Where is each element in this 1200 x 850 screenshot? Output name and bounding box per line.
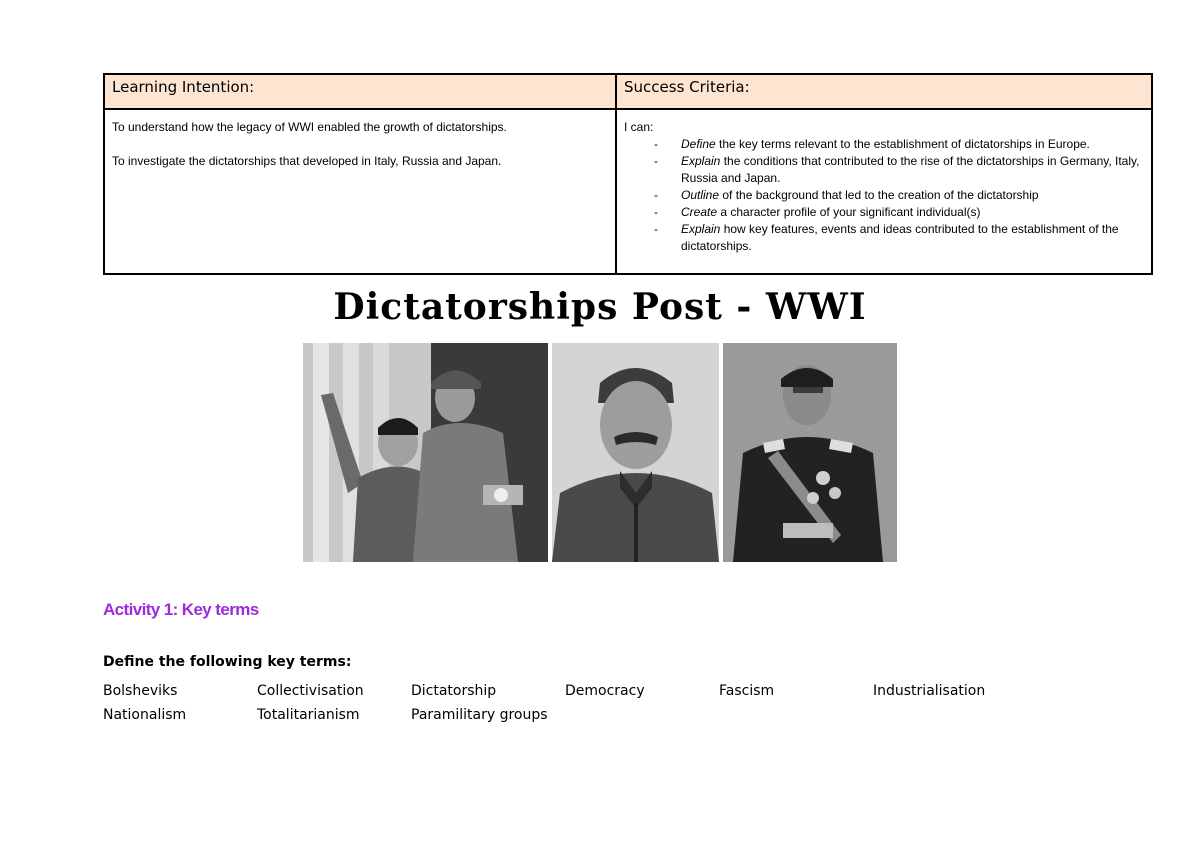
key-term: Fascism: [719, 683, 775, 699]
criteria-verb: Outline: [681, 188, 720, 202]
success-intro: I can:: [624, 120, 654, 134]
activity-title: Activity 1: Key terms: [103, 600, 259, 619]
criteria-verb: Explain: [681, 154, 721, 168]
criteria-text: of the background that led to the creation of the dictatorship: [719, 188, 1039, 202]
key-term: Collectivisation: [257, 683, 364, 699]
key-term: Dictatorship: [411, 683, 497, 699]
criteria-text: the key terms relevant to the establishment of dictatorships in Europe.: [715, 137, 1090, 151]
success-criteria-list: [624, 136, 1144, 255]
activity-instruction: Define the following key terms:: [103, 654, 352, 670]
criteria-table: [103, 73, 1153, 275]
learning-intention-cell: [104, 109, 616, 274]
portrait-photo-3: [723, 343, 897, 562]
criteria-verb: Define: [681, 137, 716, 151]
portrait-illustration-3: [723, 343, 897, 562]
criteria-text: how key features, events and ideas contributed to the establishment of the dictatorships.: [681, 222, 1119, 253]
portrait-illustration-2: [552, 343, 719, 562]
success-criteria-item: [654, 204, 1144, 221]
success-criteria-item: [654, 153, 1144, 187]
criteria-verb: Explain: [681, 222, 721, 236]
learning-intention-1: To understand how the legacy of WWI enabled the growth of dictatorships.: [112, 120, 507, 134]
success-criteria-header: Success Criteria:: [616, 74, 1152, 109]
criteria-text: a character profile of your significant individual(s): [717, 205, 981, 219]
key-term: Paramilitary groups: [411, 707, 548, 723]
key-terms-grid: [103, 683, 1027, 731]
success-criteria-cell: [616, 109, 1152, 274]
success-criteria-item: [654, 221, 1144, 255]
success-criteria-item: [654, 136, 1144, 153]
portrait-photo-2: [552, 343, 719, 562]
dictators-saluting-illustration: [303, 343, 548, 562]
learning-intention-2: To investigate the dictatorships that developed in Italy, Russia and Japan.: [112, 154, 502, 168]
page-title: Dictatorships Post - WWI: [333, 286, 867, 328]
success-criteria-item: [654, 187, 1144, 204]
key-term: Industrialisation: [873, 683, 986, 699]
key-term: Nationalism: [103, 707, 187, 723]
key-term: Bolsheviks: [103, 683, 178, 699]
dictators-saluting-photo: [303, 343, 548, 562]
criteria-verb: Create: [681, 205, 718, 219]
learning-intention-header: Learning Intention:: [104, 74, 616, 109]
key-term: Totalitarianism: [257, 707, 360, 723]
key-term: Democracy: [565, 683, 645, 699]
criteria-text: the conditions that contributed to the rise of the dictatorships in Germany, Italy, Russia and Japan.: [681, 154, 1140, 185]
